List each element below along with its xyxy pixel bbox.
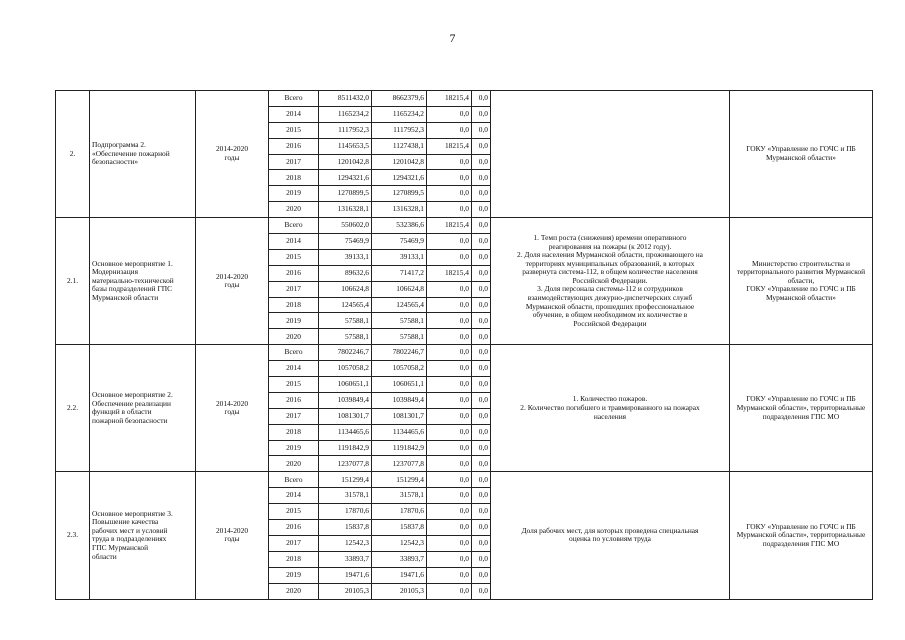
- year-cell: 2020: [269, 329, 319, 345]
- year-cell: 2016: [269, 138, 319, 154]
- indicators-line: 3. Доля персонала системы-112 и сотрудников: [537, 284, 683, 294]
- value-regional: 12542,3: [372, 535, 427, 551]
- activity-name-line: пожарной безопасности: [92, 415, 168, 425]
- value-regional: 1191842,9: [372, 440, 427, 456]
- value-other: 0,0: [472, 345, 491, 361]
- value-other: 0,0: [472, 520, 491, 536]
- value-regional: 1117952,3: [372, 122, 427, 138]
- executor-line: подразделения ГПС МО: [762, 538, 840, 548]
- activity-name-line: базы подразделений ГПС: [92, 284, 172, 294]
- year-cell: 2014: [269, 488, 319, 504]
- executor: [730, 91, 873, 218]
- value-total: 7802246,7: [319, 345, 372, 361]
- year-cell: 2020: [269, 583, 319, 599]
- value-total: 1165234,2: [319, 106, 372, 122]
- value-total: 1191842,9: [319, 440, 372, 456]
- value-other: 0,0: [472, 377, 491, 393]
- value-federal: 0,0: [427, 281, 472, 297]
- value-federal: 0,0: [427, 361, 472, 377]
- value-total: 89632,6: [319, 265, 372, 281]
- activity-name-line: материально-технической: [92, 275, 174, 285]
- indicators-line: оценка по условиям труда: [569, 534, 651, 544]
- value-total: 1270899,5: [319, 186, 372, 202]
- value-federal: 0,0: [427, 297, 472, 313]
- value-total: 57588,1: [319, 329, 372, 345]
- year-cell: 2015: [269, 122, 319, 138]
- table-body: [56, 91, 873, 600]
- indicators-line: 1. Темп роста (снижения) времени оперативного: [533, 232, 687, 242]
- value-other: 0,0: [472, 440, 491, 456]
- activity-name-line: рабочих мест и условий: [92, 525, 168, 535]
- executor-line: Министерство строительства и: [752, 258, 850, 268]
- activity-name: [90, 91, 196, 218]
- value-federal: 0,0: [427, 170, 472, 186]
- activity-name: [90, 218, 196, 345]
- indicators-line: обучение, в общем необходимом их количестве в: [532, 310, 688, 320]
- activity-name-line: Основное мероприятие 1.: [92, 258, 173, 268]
- year-cell: 2014: [269, 361, 319, 377]
- executor-line: Мурманской области»: [766, 293, 836, 303]
- row-number: 2.2.: [56, 345, 90, 472]
- value-federal: 0,0: [427, 392, 472, 408]
- value-other: 0,0: [472, 138, 491, 154]
- value-regional: 532386,6: [372, 218, 427, 234]
- activity-name-line: Основное мероприятие 3.: [92, 508, 173, 518]
- period-line: годы: [224, 153, 240, 163]
- value-total: 31578,1: [319, 488, 372, 504]
- executor: [730, 472, 873, 599]
- value-federal: 0,0: [427, 329, 472, 345]
- value-other: 0,0: [472, 583, 491, 599]
- value-total: 12542,3: [319, 535, 372, 551]
- value-regional: 17870,6: [372, 504, 427, 520]
- value-other: 0,0: [472, 234, 491, 250]
- value-other: 0,0: [472, 329, 491, 345]
- year-cell: 2014: [269, 234, 319, 250]
- value-other: 0,0: [472, 424, 491, 440]
- value-other: 0,0: [472, 504, 491, 520]
- row-number: 2.3.: [56, 472, 90, 599]
- value-regional: 1057058,2: [372, 361, 427, 377]
- period-line: 2014-2020: [215, 144, 249, 154]
- indicators-line: 1. Количество пожаров.: [572, 394, 648, 404]
- value-federal: 0,0: [427, 106, 472, 122]
- year-cell: 2016: [269, 265, 319, 281]
- activity-name-line: ГПС Мурманской: [92, 543, 149, 553]
- period: [196, 472, 269, 599]
- period-line: 2014-2020: [215, 525, 249, 535]
- year-cell: 2018: [269, 551, 319, 567]
- activity-name-line: безопасности»: [92, 157, 139, 167]
- indicators-line: 2. Количество погибшего и травмированного на пожарах: [520, 403, 700, 413]
- activity-name-line: Повышение качества: [92, 517, 159, 527]
- year-cell: Всего: [269, 91, 319, 107]
- value-regional: 151299,4: [372, 472, 427, 488]
- indicators-line: Доля рабочих мест, для которых проведена специальная: [521, 525, 699, 535]
- executor-line: территориального развития Мурманской: [736, 267, 866, 277]
- indicators-line: Российской Федерации.: [572, 275, 648, 285]
- row-number: 2.1.: [56, 218, 90, 345]
- year-cell: 2019: [269, 313, 319, 329]
- value-federal: 0,0: [427, 345, 472, 361]
- value-total: 1145653,5: [319, 138, 372, 154]
- value-other: 0,0: [472, 567, 491, 583]
- value-federal: 0,0: [427, 472, 472, 488]
- period: [196, 345, 269, 472]
- year-cell: Всего: [269, 218, 319, 234]
- value-other: 0,0: [472, 186, 491, 202]
- value-regional: 1060651,1: [372, 377, 427, 393]
- indicators-line: Российской Федерации: [573, 318, 647, 328]
- year-cell: 2020: [269, 202, 319, 218]
- value-total: 1316328,1: [319, 202, 372, 218]
- activity-name-line: области: [92, 551, 117, 561]
- value-other: 0,0: [472, 297, 491, 313]
- table-row: [56, 345, 873, 361]
- value-regional: 1134465,6: [372, 424, 427, 440]
- value-regional: 57588,1: [372, 313, 427, 329]
- value-federal: 0,0: [427, 504, 472, 520]
- indicators: [491, 218, 730, 345]
- value-federal: 0,0: [427, 249, 472, 265]
- activity-name: [90, 472, 196, 599]
- indicators-line: населения: [593, 411, 627, 421]
- value-federal: 0,0: [427, 583, 472, 599]
- value-regional: 106624,8: [372, 281, 427, 297]
- year-cell: 2018: [269, 170, 319, 186]
- executor-line: ГОКУ «Управление по ГОЧС и ПБ: [746, 394, 856, 404]
- value-other: 0,0: [472, 91, 491, 107]
- value-other: 0,0: [472, 313, 491, 329]
- value-federal: 0,0: [427, 202, 472, 218]
- year-cell: 2016: [269, 392, 319, 408]
- period-line: годы: [224, 280, 240, 290]
- value-regional: 75469,9: [372, 234, 427, 250]
- activity-name-line: Модернизация: [92, 267, 139, 277]
- activity-name-line: Обеспечение реализации: [92, 398, 171, 408]
- year-cell: 2019: [269, 186, 319, 202]
- value-other: 0,0: [472, 202, 491, 218]
- year-cell: 2018: [269, 297, 319, 313]
- value-federal: 0,0: [427, 520, 472, 536]
- value-total: 106624,8: [319, 281, 372, 297]
- value-total: 151299,4: [319, 472, 372, 488]
- value-total: 1134465,6: [319, 424, 372, 440]
- value-regional: 39133,1: [372, 249, 427, 265]
- value-total: 75469,9: [319, 234, 372, 250]
- value-regional: 19471,6: [372, 567, 427, 583]
- value-regional: 20105,3: [372, 583, 427, 599]
- value-total: 1201042,8: [319, 154, 372, 170]
- page-number: 7: [449, 31, 456, 45]
- value-other: 0,0: [472, 281, 491, 297]
- period: [196, 91, 269, 218]
- value-total: 1237077,8: [319, 456, 372, 472]
- period: [196, 218, 269, 345]
- indicators: [491, 472, 730, 599]
- value-federal: 0,0: [427, 186, 472, 202]
- value-federal: 0,0: [427, 488, 472, 504]
- value-total: 15837,8: [319, 520, 372, 536]
- value-other: 0,0: [472, 249, 491, 265]
- value-regional: 1165234,2: [372, 106, 427, 122]
- activity-name-line: Подпрограмма 2.: [92, 140, 146, 150]
- indicators-line: взаимодействующих дежурно-диспетчерских служб: [527, 293, 693, 303]
- value-federal: 0,0: [427, 234, 472, 250]
- year-cell: 2020: [269, 456, 319, 472]
- value-total: 19471,6: [319, 567, 372, 583]
- value-other: 0,0: [472, 106, 491, 122]
- period-line: годы: [224, 534, 240, 544]
- year-cell: 2017: [269, 535, 319, 551]
- executor-line: Мурманской области»: [766, 153, 836, 163]
- year-cell: 2015: [269, 377, 319, 393]
- value-other: 0,0: [472, 535, 491, 551]
- activity-name-line: Основное мероприятие 2.: [92, 390, 173, 400]
- value-regional: 7802246,7: [372, 345, 427, 361]
- value-other: 0,0: [472, 170, 491, 186]
- year-cell: 2019: [269, 440, 319, 456]
- value-total: 1060651,1: [319, 377, 372, 393]
- year-cell: 2019: [269, 567, 319, 583]
- value-regional: 1081301,7: [372, 408, 427, 424]
- value-federal: 18215,4: [427, 218, 472, 234]
- value-total: 1294321,6: [319, 170, 372, 186]
- value-regional: 1039849,4: [372, 392, 427, 408]
- value-federal: 0,0: [427, 456, 472, 472]
- value-federal: 0,0: [427, 440, 472, 456]
- value-other: 0,0: [472, 361, 491, 377]
- activity-name-line: «Обеспечение пожарной: [92, 148, 170, 158]
- value-regional: 57588,1: [372, 329, 427, 345]
- value-federal: 0,0: [427, 313, 472, 329]
- value-regional: 31578,1: [372, 488, 427, 504]
- table-row: [56, 91, 873, 107]
- executor: [730, 218, 873, 345]
- value-other: 0,0: [472, 265, 491, 281]
- year-cell: 2015: [269, 249, 319, 265]
- value-regional: 15837,8: [372, 520, 427, 536]
- value-other: 0,0: [472, 392, 491, 408]
- year-cell: 2017: [269, 408, 319, 424]
- value-total: 57588,1: [319, 313, 372, 329]
- value-regional: 1294321,6: [372, 170, 427, 186]
- executor-line: ГОКУ «Управление по ГОЧС и ПБ: [746, 284, 856, 294]
- executor-line: области,: [787, 275, 815, 285]
- value-total: 1039849,4: [319, 392, 372, 408]
- year-cell: 2018: [269, 424, 319, 440]
- year-cell: 2017: [269, 154, 319, 170]
- period-line: годы: [224, 407, 240, 417]
- value-regional: 1127438,1: [372, 138, 427, 154]
- value-federal: 0,0: [427, 535, 472, 551]
- value-federal: 0,0: [427, 122, 472, 138]
- indicators-line: территориях муниципальных образований, в которых: [525, 258, 695, 268]
- value-federal: 0,0: [427, 377, 472, 393]
- value-other: 0,0: [472, 154, 491, 170]
- value-regional: 1237077,8: [372, 456, 427, 472]
- value-regional: 1270899,5: [372, 186, 427, 202]
- year-cell: Всего: [269, 472, 319, 488]
- value-total: 39133,1: [319, 249, 372, 265]
- activity-name-line: Мурманской области: [92, 293, 159, 303]
- value-federal: 0,0: [427, 551, 472, 567]
- value-total: 1081301,7: [319, 408, 372, 424]
- executor-line: подразделения ГПС МО: [762, 411, 840, 421]
- value-federal: 18215,4: [427, 265, 472, 281]
- executor: [730, 345, 873, 472]
- executor-line: Мурманской области», территориальные: [736, 403, 866, 413]
- period-line: 2014-2020: [215, 398, 249, 408]
- value-other: 0,0: [472, 488, 491, 504]
- value-total: 20105,3: [319, 583, 372, 599]
- indicators: [491, 345, 730, 472]
- value-federal: 18215,4: [427, 138, 472, 154]
- value-regional: 1316328,1: [372, 202, 427, 218]
- value-total: 17870,6: [319, 504, 372, 520]
- indicators-line: Мурманской области, прошедших профессиональное: [525, 301, 695, 311]
- value-other: 0,0: [472, 122, 491, 138]
- executor-line: ГОКУ «Управление по ГОЧС и ПБ: [746, 521, 856, 531]
- value-total: 550602,0: [319, 218, 372, 234]
- activity-name-line: функций в области: [92, 407, 152, 417]
- value-total: 33893,7: [319, 551, 372, 567]
- year-cell: Всего: [269, 345, 319, 361]
- value-regional: 71417,2: [372, 265, 427, 281]
- value-total: 8511432,0: [319, 91, 372, 107]
- activity-name-line: труда в подразделениях: [92, 534, 167, 544]
- table-row: [56, 218, 873, 234]
- value-federal: 0,0: [427, 424, 472, 440]
- indicators-line: развернута система-112, в общем количестве населения: [522, 267, 698, 277]
- value-federal: 0,0: [427, 154, 472, 170]
- indicators-line: реагирования на пожары (к 2012 году).: [548, 241, 672, 251]
- value-total: 124565,4: [319, 297, 372, 313]
- value-other: 0,0: [472, 472, 491, 488]
- value-regional: 8662379,6: [372, 91, 427, 107]
- row-number: 2.: [56, 91, 90, 218]
- value-regional: 124565,4: [372, 297, 427, 313]
- value-federal: 0,0: [427, 408, 472, 424]
- period-line: 2014-2020: [215, 271, 249, 281]
- year-cell: 2016: [269, 520, 319, 536]
- indicators-line: 2. Доля населения Мурманской области, проживающего на: [517, 250, 703, 260]
- program-table: [55, 90, 873, 600]
- value-federal: 18215,4: [427, 91, 472, 107]
- value-regional: 33893,7: [372, 551, 427, 567]
- value-federal: 0,0: [427, 567, 472, 583]
- table-row: [56, 472, 873, 488]
- value-total: 1057058,2: [319, 361, 372, 377]
- value-other: 0,0: [472, 456, 491, 472]
- value-total: 1117952,3: [319, 122, 372, 138]
- executor-line: ГОКУ «Управление по ГОЧС и ПБ: [746, 144, 856, 154]
- value-other: 0,0: [472, 551, 491, 567]
- executor-line: Мурманской области», территориальные: [736, 530, 866, 540]
- indicators: [491, 91, 730, 218]
- value-other: 0,0: [472, 218, 491, 234]
- value-other: 0,0: [472, 408, 491, 424]
- year-cell: 2017: [269, 281, 319, 297]
- value-regional: 1201042,8: [372, 154, 427, 170]
- year-cell: 2014: [269, 106, 319, 122]
- year-cell: 2015: [269, 504, 319, 520]
- activity-name: [90, 345, 196, 472]
